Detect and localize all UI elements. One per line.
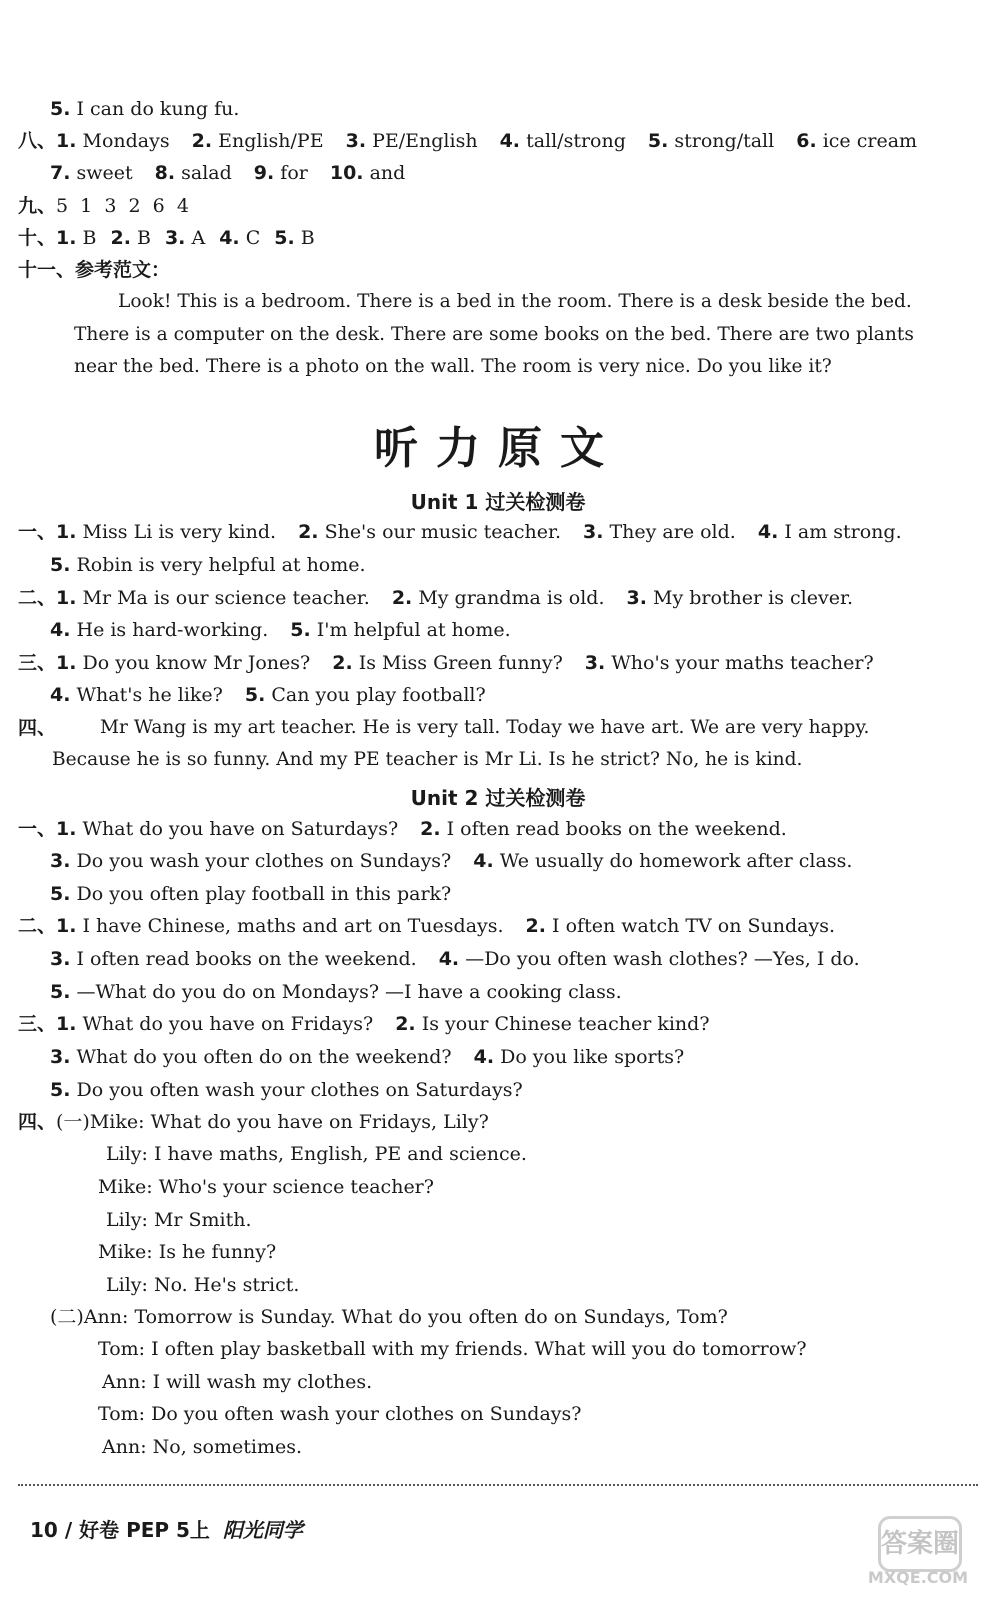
u1-section-3-cont: 4. What's he like? 5. Can you play football? [50, 684, 486, 706]
u1-section-1: 一、1. Miss Li is very kind. 2. She's our music teacher. 3. They are old. 4. I am strong. [18, 521, 902, 543]
u1-s4-line: Because he is so funny. And my PE teacher is Mr Li. Is he strict? No, he is kind. [52, 749, 803, 770]
answer-line: 5. I can do kung fu. [50, 98, 240, 120]
u1-s4-line: Mr Wang is my art teacher. He is very tall. Today we have art. We are very happy. [100, 717, 870, 738]
dialogue-line: Mike: Who's your science teacher? [98, 1176, 434, 1198]
section-10: 十、1. B 2. B 3. A 4. C 5. B [18, 227, 315, 249]
u2-section-3-cont: 5. Do you often wash your clothes on Saturdays? [50, 1079, 523, 1101]
section-11: 十一、参考范文： [18, 259, 171, 281]
u2-section-2-cont: 5. —What do you do on Mondays? —I have a cooking class. [50, 981, 622, 1003]
dialogue-line: Tom: I often play basketball with my friends. What will you do tomorrow? [98, 1338, 807, 1360]
essay-line: There is a computer on the desk. There are some books on the bed. There are two plants [74, 324, 914, 345]
u2-section-2-cont: 3. I often read books on the weekend. 4. —Do you often wash clothes? —Yes, I do. [50, 948, 860, 970]
dialogue-2: (二)Ann: Tomorrow is Sunday. What do you often do on Sundays, Tom? [50, 1306, 728, 1328]
dialogue-line: Lily: Mr Smith. [106, 1209, 252, 1231]
unit2-heading: Unit 2 过关检测卷 [410, 786, 586, 810]
u1-section-2-cont: 4. He is hard-working. 5. I'm helpful at home. [50, 619, 511, 641]
section-8: 八、1. Mondays 2. English/PE 3. PE/English 4. tall/strong 5. strong/tall 6. ice cream [18, 130, 918, 152]
watermark [858, 1516, 978, 1592]
u1-section-4: 四、 [18, 717, 57, 739]
u1-section-1-cont: 5. Robin is very helpful at home. [50, 554, 366, 576]
dialogue-line: Tom: Do you often wash your clothes on Sundays? [98, 1403, 582, 1425]
dialogue-line: Lily: No. He's strict. [106, 1274, 300, 1296]
dialogue-line: Mike: Is he funny? [98, 1241, 277, 1263]
u2-section-2: 二、1. I have Chinese, maths and art on Tuesdays. 2. I often watch TV on Sundays. [18, 915, 836, 937]
watermark-badge: 答案圈 [878, 1516, 962, 1572]
unit1-heading: Unit 1 过关检测卷 [410, 490, 586, 514]
dialogue-line: Ann: I will wash my clothes. [102, 1371, 373, 1393]
watermark-site: MXQE.COM [867, 1568, 969, 1587]
brand-logo: 阳光同学 [222, 1518, 303, 1542]
footer-divider [18, 1484, 978, 1486]
series-name: 好卷 [79, 1518, 120, 1542]
page-footer: 10 / 好卷 PEP 5上 阳光同学 [30, 1518, 303, 1542]
u2-section-1-cont: 5. Do you often play football in this park? [50, 883, 452, 905]
section-8-cont: 7. sweet 8. salad 9. for 10. and [50, 162, 406, 184]
u2-section-4: 四、(一)Mike: What do you have on Fridays, Lily? [18, 1111, 489, 1133]
u2-section-3-cont: 3. What do you often do on the weekend? 4. Do you like sports? [50, 1046, 685, 1068]
u1-section-2: 二、1. Mr Ma is our science teacher. 2. My grandma is old. 3. My brother is clever. [18, 587, 853, 609]
u2-section-1-cont: 3. Do you wash your clothes on Sundays? 4. We usually do homework after class. [50, 850, 853, 872]
section-9: 九、5 1 3 2 6 4 [18, 195, 189, 217]
u2-section-3: 三、1. What do you have on Fridays? 2. Is your Chinese teacher kind? [18, 1013, 710, 1035]
essay-line: near the bed. There is a photo on the wall. The room is very nice. Do you like it? [74, 356, 832, 377]
page-number: 10 [30, 1518, 58, 1542]
essay-line: Look! This is a bedroom. There is a bed in the room. There is a desk beside the bed. [118, 291, 912, 312]
u1-section-3: 三、1. Do you know Mr Jones? 2. Is Miss Green funny? 3. Who's your maths teacher? [18, 652, 874, 674]
dialogue-line: Lily: I have maths, English, PE and science. [106, 1143, 527, 1165]
edition: PEP 5上 [126, 1518, 210, 1542]
page-title: 听力原文 [374, 423, 622, 474]
dialogue-line: Ann: No, sometimes. [102, 1436, 302, 1458]
u2-section-1: 一、1. What do you have on Saturdays? 2. I often read books on the weekend. [18, 818, 787, 840]
